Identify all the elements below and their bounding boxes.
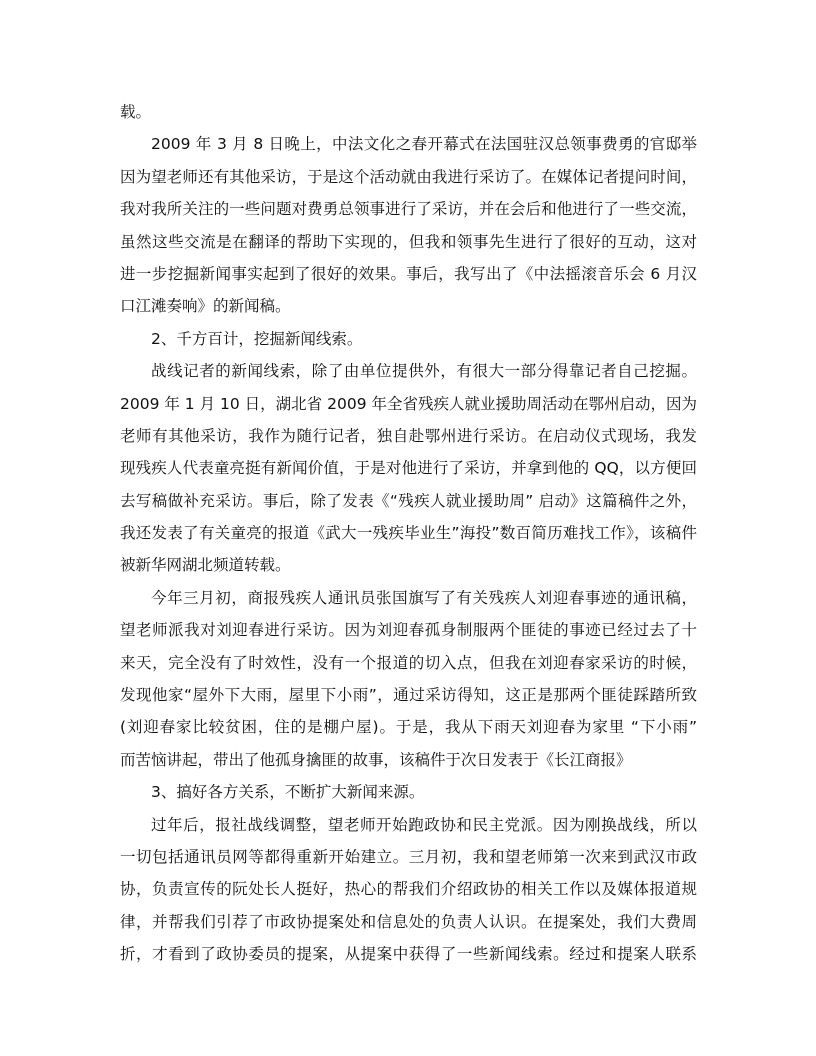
text-line: 去写稿做补充采访。事后，除了发表《“残疾人就业援助周” 启动》这篇稿件之外， xyxy=(120,491,697,510)
text-line: 被新华网湖北频道转载。 xyxy=(120,556,291,575)
text-line: 进一步挖掘新闻事实起到了很好的效果。事后，我写出了《中法摇滚音乐会 6 月汉 xyxy=(120,264,697,283)
text-line: 律，并帮我们引荐了市政协提案处和信息处的负责人认识。在提案处，我们大费周 xyxy=(120,912,697,931)
body-text xyxy=(120,96,697,971)
text-line: 来天，完全没有了时效性，没有一个报道的切入点，但我在刘迎春家采访的时候， xyxy=(120,653,697,672)
text-line: 我对我所关注的一些问题对费勇总领事进行了采访，并在会后和他进行了一些交流， xyxy=(120,200,697,219)
text-line: 折，才看到了政协委员的提案，从提案中获得了一些新闻线索。经过和提案人联系 xyxy=(120,945,697,964)
text-line: (刘迎春家比较贫困，住的是棚户屋)。于是，我从下雨天刘迎春为家里 “下小雨” xyxy=(120,718,697,737)
text-line: 我还发表了有关童亮的报道《武大一残疾毕业生”海投”数百简历难找工作》，该稿件 xyxy=(120,524,697,543)
text-line: 今年三月初，商报残疾人通讯员张国旗写了有关残疾人刘迎春事迹的通讯稿， xyxy=(151,588,697,607)
text-line: 老师有其他采访，我作为随行记者，独自赴鄂州进行采访。在启动仪式现场，我发 xyxy=(120,426,697,445)
text-line: 而苦恼讲起，带出了他孤身擒匪的故事，该稿件于次日发表于《长江商报》 xyxy=(120,750,632,769)
text-line: 2009 年 3 月 8 日晚上，中法文化之春开幕式在法国驻汉总领事费勇的官邸举 xyxy=(151,135,697,154)
text-line: 口江滩奏响》的新闻稿。 xyxy=(120,297,291,316)
text-line: 望老师派我对刘迎春进行采访。因为刘迎春孤身制服两个匪徒的事迹已经过去了十 xyxy=(120,621,697,640)
text-line: 虽然这些交流是在翻译的帮助下实现的，但我和领事先生进行了很好的互动，这对 xyxy=(120,232,697,251)
text-line: 载。 xyxy=(120,103,152,121)
text-line: 过年后，报社战线调整，望老师开始跑政协和民主党派。因为刚换战线，所以 xyxy=(151,815,697,834)
text-line: 2009 年 1 月 10 日，湖北省 2009 年全省残疾人就业援助周活动在鄂州启动，因为 xyxy=(120,394,697,413)
text-line: 发现他家“屋外下大雨，屋里下小雨”，通过采访得知，这正是那两个匪徒踩踏所致 xyxy=(120,686,697,705)
text-line: 战线记者的新闻线索，除了由单位提供外，有很大一部分得靠记者自己挖掘。 xyxy=(151,362,697,381)
text-line: 协，负责宣传的阮处长人挺好，热心的帮我们介绍政协的相关工作以及媒体报道规 xyxy=(120,880,697,899)
text-line: 现残疾人代表童亮挺有新闻价值，于是对他进行了采访，并拿到他的 QQ，以方便回 xyxy=(120,459,697,478)
text-line: 因为望老师还有其他采访，于是这个活动就由我进行采访了。在媒体记者提问时间， xyxy=(120,167,697,186)
section-heading: 2、千方百计，挖掘新闻线索。 xyxy=(151,329,363,348)
text-line: 一切包括通讯员网等都得重新开始建立。三月初，我和望老师第一次来到武汉市政 xyxy=(120,847,697,866)
section-heading: 3、搞好各方关系，不断扩大新闻来源。 xyxy=(151,783,425,802)
